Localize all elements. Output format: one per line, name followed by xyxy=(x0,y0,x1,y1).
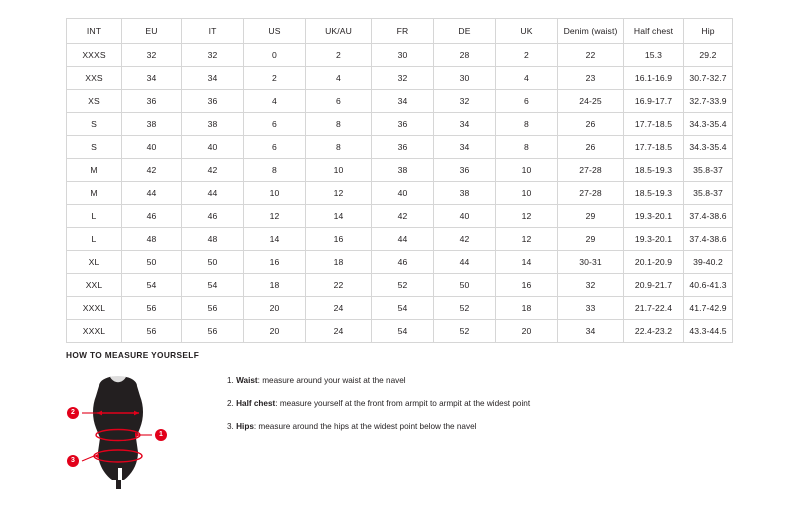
cell: S xyxy=(67,113,122,136)
cell: XXXL xyxy=(67,320,122,343)
column-header-uk: UK xyxy=(496,19,558,44)
cell: 48 xyxy=(122,228,182,251)
table-row xyxy=(67,159,733,182)
cell: 44 xyxy=(182,182,244,205)
cell: 32 xyxy=(372,67,434,90)
measure-instruction-number: 2. xyxy=(227,398,234,408)
cell: 32 xyxy=(558,274,624,297)
cell: 29.2 xyxy=(684,44,733,67)
cell: 46 xyxy=(182,205,244,228)
column-header-it: IT xyxy=(182,19,244,44)
cell: 10 xyxy=(496,159,558,182)
cell: 34 xyxy=(122,67,182,90)
cell: 36 xyxy=(434,159,496,182)
cell: 30 xyxy=(372,44,434,67)
cell: 24-25 xyxy=(558,90,624,113)
cell: 36 xyxy=(182,90,244,113)
cell: 54 xyxy=(122,274,182,297)
cell: 38 xyxy=(372,159,434,182)
size-table-container xyxy=(66,18,732,343)
cell: 42 xyxy=(182,159,244,182)
cell: 34.3-35.4 xyxy=(684,113,733,136)
cell: 12 xyxy=(244,205,306,228)
cell: 42 xyxy=(372,205,434,228)
cell: 54 xyxy=(182,274,244,297)
column-header-int: INT xyxy=(67,19,122,44)
cell: 15.3 xyxy=(624,44,684,67)
cell: 54 xyxy=(372,320,434,343)
cell: 40 xyxy=(182,136,244,159)
cell: 26 xyxy=(558,136,624,159)
cell: 18 xyxy=(306,251,372,274)
table-row xyxy=(67,90,733,113)
cell: 23 xyxy=(558,67,624,90)
cell: 14 xyxy=(496,251,558,274)
cell: 8 xyxy=(496,113,558,136)
cell: 56 xyxy=(182,320,244,343)
cell: 36 xyxy=(372,136,434,159)
cell: 0 xyxy=(244,44,306,67)
cell: 20 xyxy=(244,320,306,343)
cell: 38 xyxy=(434,182,496,205)
column-header-fr: FR xyxy=(372,19,434,44)
cell: 34 xyxy=(434,113,496,136)
measure-badge-2: 2 xyxy=(67,407,79,419)
cell: 14 xyxy=(244,228,306,251)
cell: 42 xyxy=(434,228,496,251)
cell: 2 xyxy=(496,44,558,67)
column-header-de: DE xyxy=(434,19,496,44)
measure-instruction-text: : measure around the hips at the widest point below the navel xyxy=(253,421,477,431)
cell: 35.8-37 xyxy=(684,159,733,182)
cell: 34.3-35.4 xyxy=(684,136,733,159)
cell: L xyxy=(67,205,122,228)
cell: 50 xyxy=(122,251,182,274)
measure-instruction-hips xyxy=(227,422,530,432)
cell: 8 xyxy=(306,113,372,136)
cell: 22 xyxy=(306,274,372,297)
cell: 56 xyxy=(122,297,182,320)
measure-instruction-number: 3. xyxy=(227,421,234,431)
table-row xyxy=(67,182,733,205)
cell: 21.7-22.4 xyxy=(624,297,684,320)
column-header-denim-waist: Denim (waist) xyxy=(558,19,624,44)
cell: 18 xyxy=(496,297,558,320)
cell: 16.9-17.7 xyxy=(624,90,684,113)
cell: 18.5-19.3 xyxy=(624,159,684,182)
cell: S xyxy=(67,136,122,159)
cell: 4 xyxy=(496,67,558,90)
cell: 29 xyxy=(558,205,624,228)
column-header-hip: Hip xyxy=(684,19,733,44)
measure-instruction-half-chest xyxy=(227,399,530,409)
cell: M xyxy=(67,159,122,182)
cell: 20.1-20.9 xyxy=(624,251,684,274)
cell: 40 xyxy=(434,205,496,228)
cell: 34 xyxy=(434,136,496,159)
table-row xyxy=(67,44,733,67)
table-row xyxy=(67,274,733,297)
cell: 20.9-21.7 xyxy=(624,274,684,297)
cell: 30 xyxy=(434,67,496,90)
cell: 32 xyxy=(434,90,496,113)
size-conversion-table xyxy=(66,18,733,343)
table-body xyxy=(67,44,733,343)
cell: 40.6-41.3 xyxy=(684,274,733,297)
cell: 48 xyxy=(182,228,244,251)
cell: XL xyxy=(67,251,122,274)
cell: 8 xyxy=(496,136,558,159)
table-row xyxy=(67,67,733,90)
cell: 46 xyxy=(372,251,434,274)
cell: 50 xyxy=(434,274,496,297)
how-to-measure-body xyxy=(66,372,746,492)
cell: 56 xyxy=(122,320,182,343)
cell: 10 xyxy=(306,159,372,182)
cell: 34 xyxy=(558,320,624,343)
cell: 34 xyxy=(372,90,434,113)
cell: 41.7-42.9 xyxy=(684,297,733,320)
cell: 19.3-20.1 xyxy=(624,228,684,251)
mannequin-figure xyxy=(66,372,181,492)
column-header-uk-au: UK/AU xyxy=(306,19,372,44)
cell: 14 xyxy=(306,205,372,228)
cell: 22 xyxy=(558,44,624,67)
cell: 34 xyxy=(182,67,244,90)
cell: 20 xyxy=(496,320,558,343)
cell: 19.3-20.1 xyxy=(624,205,684,228)
cell: 30-31 xyxy=(558,251,624,274)
measure-instruction-term: Waist xyxy=(236,376,258,385)
cell: 27-28 xyxy=(558,159,624,182)
cell: 8 xyxy=(306,136,372,159)
cell: 4 xyxy=(244,90,306,113)
table-row xyxy=(67,136,733,159)
cell: 24 xyxy=(306,320,372,343)
cell: 50 xyxy=(182,251,244,274)
cell: 36 xyxy=(372,113,434,136)
cell: 24 xyxy=(306,297,372,320)
column-header-eu: EU xyxy=(122,19,182,44)
cell: 37.4-38.6 xyxy=(684,205,733,228)
measure-instruction-term: Hips xyxy=(236,421,254,431)
cell: 8 xyxy=(244,159,306,182)
cell: 6 xyxy=(244,136,306,159)
cell: 54 xyxy=(372,297,434,320)
cell: 16 xyxy=(244,251,306,274)
cell: 37.4-38.6 xyxy=(684,228,733,251)
measure-instruction-term: Half chest xyxy=(236,398,276,408)
cell: XXS xyxy=(67,67,122,90)
cell: 38 xyxy=(182,113,244,136)
cell: 44 xyxy=(372,228,434,251)
column-header-us: US xyxy=(244,19,306,44)
cell: 2 xyxy=(306,44,372,67)
cell: 33 xyxy=(558,297,624,320)
cell: 40 xyxy=(122,136,182,159)
table-row xyxy=(67,113,733,136)
cell: 35.8-37 xyxy=(684,182,733,205)
cell: 52 xyxy=(434,320,496,343)
cell: 28 xyxy=(434,44,496,67)
cell: 6 xyxy=(244,113,306,136)
cell: 4 xyxy=(306,67,372,90)
cell: 17.7-18.5 xyxy=(624,136,684,159)
measure-instruction-number: 1. xyxy=(227,376,234,385)
measure-instruction-waist xyxy=(227,376,530,386)
cell: 6 xyxy=(496,90,558,113)
cell: 32.7-33.9 xyxy=(684,90,733,113)
cell: 52 xyxy=(434,297,496,320)
cell: 30.7-32.7 xyxy=(684,67,733,90)
cell: 16 xyxy=(496,274,558,297)
cell: 16 xyxy=(306,228,372,251)
cell: 44 xyxy=(122,182,182,205)
cell: 10 xyxy=(496,182,558,205)
cell: 52 xyxy=(372,274,434,297)
cell: L xyxy=(67,228,122,251)
how-to-measure-section xyxy=(66,350,746,492)
cell: 10 xyxy=(244,182,306,205)
measure-badge-1: 1 xyxy=(155,429,167,441)
table-row xyxy=(67,251,733,274)
cell: 39-40.2 xyxy=(684,251,733,274)
measure-badge-3: 3 xyxy=(67,455,79,467)
table-header-row xyxy=(67,19,733,44)
cell: XS xyxy=(67,90,122,113)
cell: 38 xyxy=(122,113,182,136)
cell: 36 xyxy=(122,90,182,113)
cell: 12 xyxy=(306,182,372,205)
cell: 32 xyxy=(182,44,244,67)
table-row xyxy=(67,205,733,228)
cell: 32 xyxy=(122,44,182,67)
table-row xyxy=(67,320,733,343)
cell: 40 xyxy=(372,182,434,205)
cell: M xyxy=(67,182,122,205)
how-to-measure-title: HOW TO MEASURE YOURSELF xyxy=(66,350,200,360)
table-row xyxy=(67,297,733,320)
cell: 44 xyxy=(434,251,496,274)
cell: 12 xyxy=(496,228,558,251)
cell: 17.7-18.5 xyxy=(624,113,684,136)
cell: 18.5-19.3 xyxy=(624,182,684,205)
measure-instructions-list xyxy=(227,372,530,445)
cell: XXL xyxy=(67,274,122,297)
cell: XXXL xyxy=(67,297,122,320)
cell: 26 xyxy=(558,113,624,136)
cell: 6 xyxy=(306,90,372,113)
cell: 2 xyxy=(244,67,306,90)
column-header-half-chest: Half chest xyxy=(624,19,684,44)
cell: 16.1-16.9 xyxy=(624,67,684,90)
cell: 18 xyxy=(244,274,306,297)
measure-instruction-text: : measure around your waist at the navel xyxy=(257,376,406,385)
cell: 20 xyxy=(244,297,306,320)
cell: 12 xyxy=(496,205,558,228)
cell: 46 xyxy=(122,205,182,228)
measure-instruction-text: : measure yourself at the front from armpit to armpit at the widest point xyxy=(275,398,531,408)
cell: 29 xyxy=(558,228,624,251)
cell: 27-28 xyxy=(558,182,624,205)
cell: 22.4-23.2 xyxy=(624,320,684,343)
table-row xyxy=(67,228,733,251)
cell: 42 xyxy=(122,159,182,182)
cell: 43.3-44.5 xyxy=(684,320,733,343)
cell: XXXS xyxy=(67,44,122,67)
cell: 56 xyxy=(182,297,244,320)
